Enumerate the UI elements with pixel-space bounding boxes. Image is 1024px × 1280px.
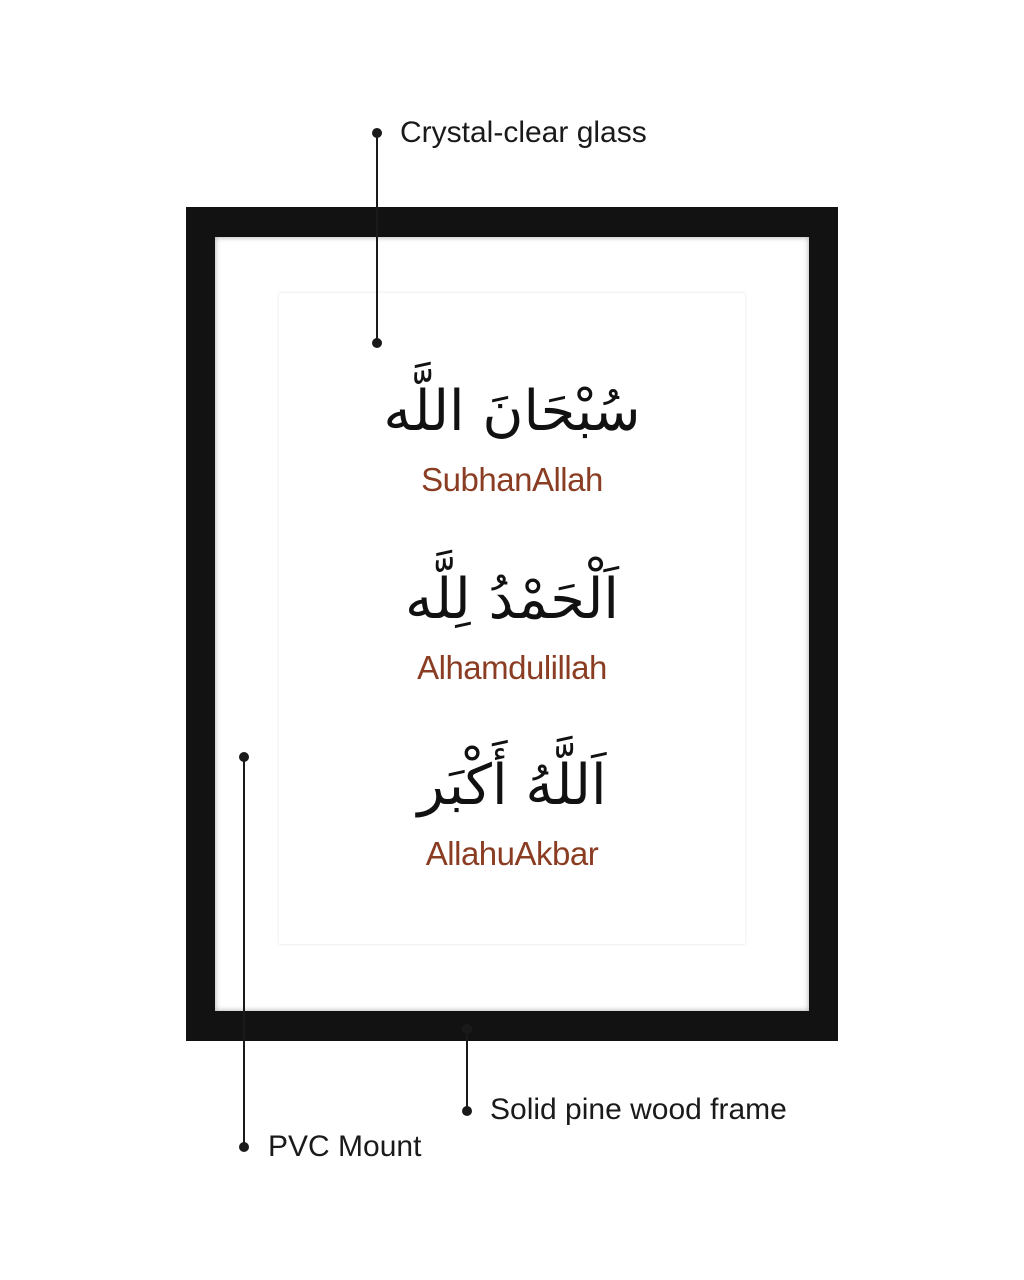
glass-callout-label: Crystal-clear glass [400,116,647,149]
glass-callout-line [376,133,378,343]
arabic-text: اَلْحَمْدُ لِلَّه [405,567,619,632]
transliteration-text: SubhanAllah [421,460,603,498]
arabic-text: سُبْحَانَ اللَّه [383,379,641,444]
phrase-subhanallah [279,381,745,499]
mount-callout-line [243,757,245,1147]
mount-callout-dot [239,1142,249,1152]
transliteration-text: Alhamdulillah [417,648,607,686]
frame-callout-line [466,1029,468,1111]
artwork-print [279,293,745,944]
mount-callout-label: PVC Mount [268,1130,422,1163]
arabic-text: اَللَّهُ أَكْبَر [417,753,607,818]
phrase-allahuakbar [279,755,745,873]
glass-callout-end-dot [372,338,382,348]
transliteration-text: AllahuAkbar [425,834,599,872]
phrase-alhamdulillah [279,569,745,687]
frame-callout-label: Solid pine wood frame [490,1093,787,1126]
frame-callout-dot [462,1106,472,1116]
